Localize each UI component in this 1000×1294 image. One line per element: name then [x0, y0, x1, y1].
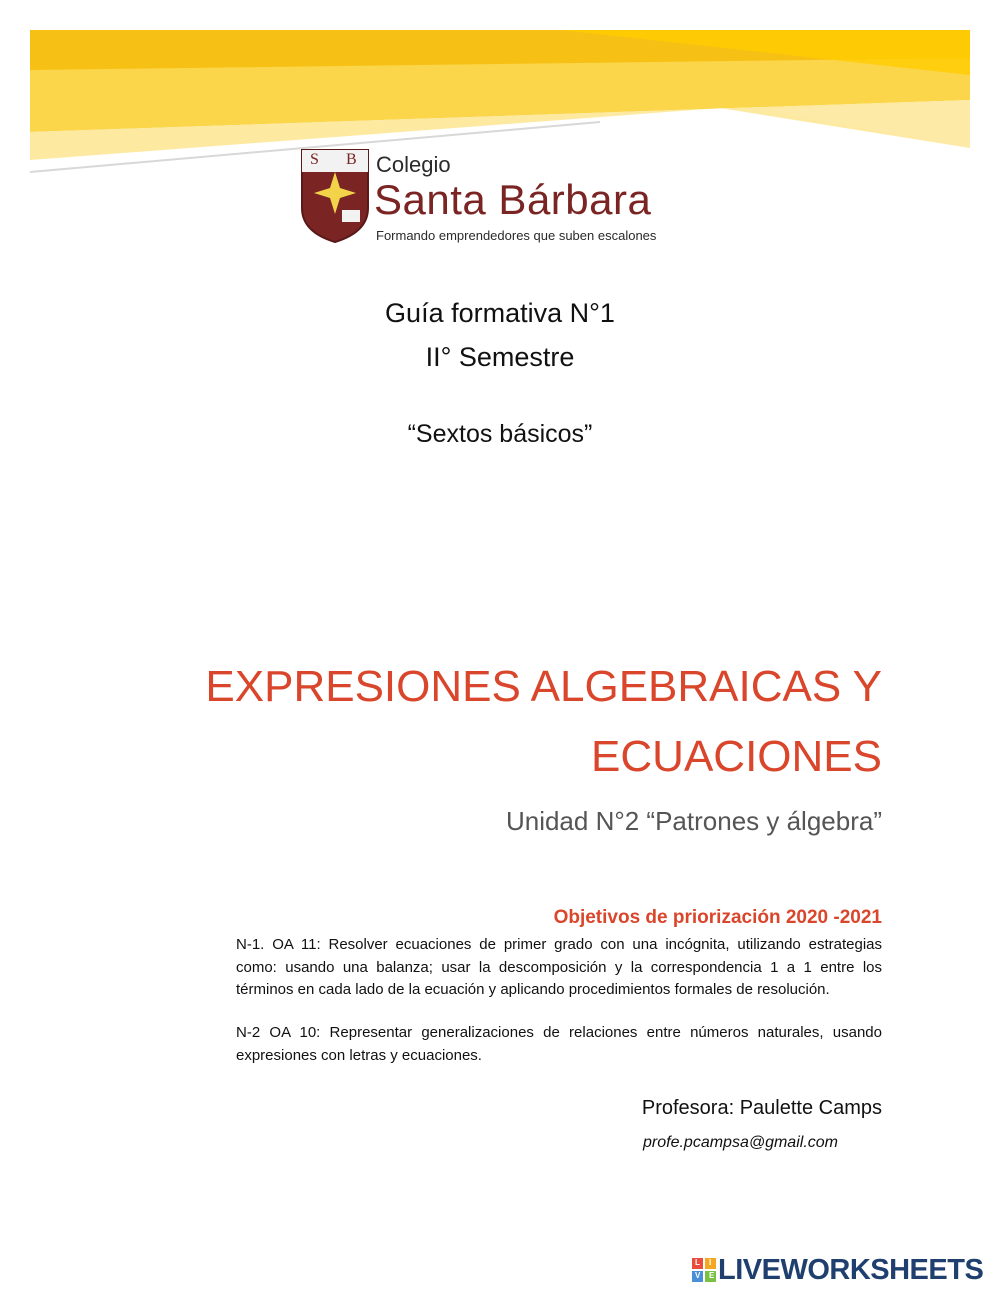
- logo-colegio-text: Colegio: [376, 152, 451, 177]
- guide-title: Guía formativa N°1: [385, 298, 615, 328]
- objective-item: N-2 OA 10: Representar generalizaciones de relaciones entre números naturales, usando expresiones con letras y ecuaciones.: [236, 1024, 882, 1064]
- teacher-email: profe.pcampsa@gmail.com: [643, 1134, 838, 1151]
- logo-mark-letter: L: [695, 1258, 700, 1267]
- logo-school-name: Santa Bárbara: [374, 176, 652, 223]
- main-title-line-2: ECUACIONES: [591, 732, 882, 781]
- objective-item: N-1. OA 11: Resolver ecuaciones de primer grado con una incógnita, utilizando estrategias como: usando una balanza; usar la descomposición y la correspondencia 1 a 1 entre los términos en cada lado de la ecuación y aplicando procedimientos formales de resolución.: [236, 936, 882, 998]
- crest-letter-b: B: [346, 151, 357, 168]
- unit-subtitle: Unidad N°2 “Patrones y álgebra”: [505, 806, 882, 836]
- guide-semester: II° Semestre: [425, 342, 575, 372]
- logo-tagline: Formando emprendedores que suben escalones: [376, 228, 657, 243]
- objectives-heading: Objetivos de priorización 2020 -2021: [553, 907, 882, 928]
- logo-mark-letter: I: [709, 1258, 712, 1267]
- logo-mark-letter: E: [709, 1271, 715, 1280]
- main-title-line-1: EXPRESIONES ALGEBRAICAS Y: [205, 662, 882, 711]
- crest-letter-s: S: [310, 151, 319, 168]
- school-logo: [300, 148, 700, 248]
- liveworksheets-wordmark[interactable]: LIVEWORKSHEETS: [718, 1254, 984, 1286]
- guide-grade: “Sextos básicos”: [407, 420, 593, 448]
- logo-mark-letter: V: [695, 1271, 701, 1280]
- teacher-name: Profesora: Paulette Camps: [641, 1097, 882, 1119]
